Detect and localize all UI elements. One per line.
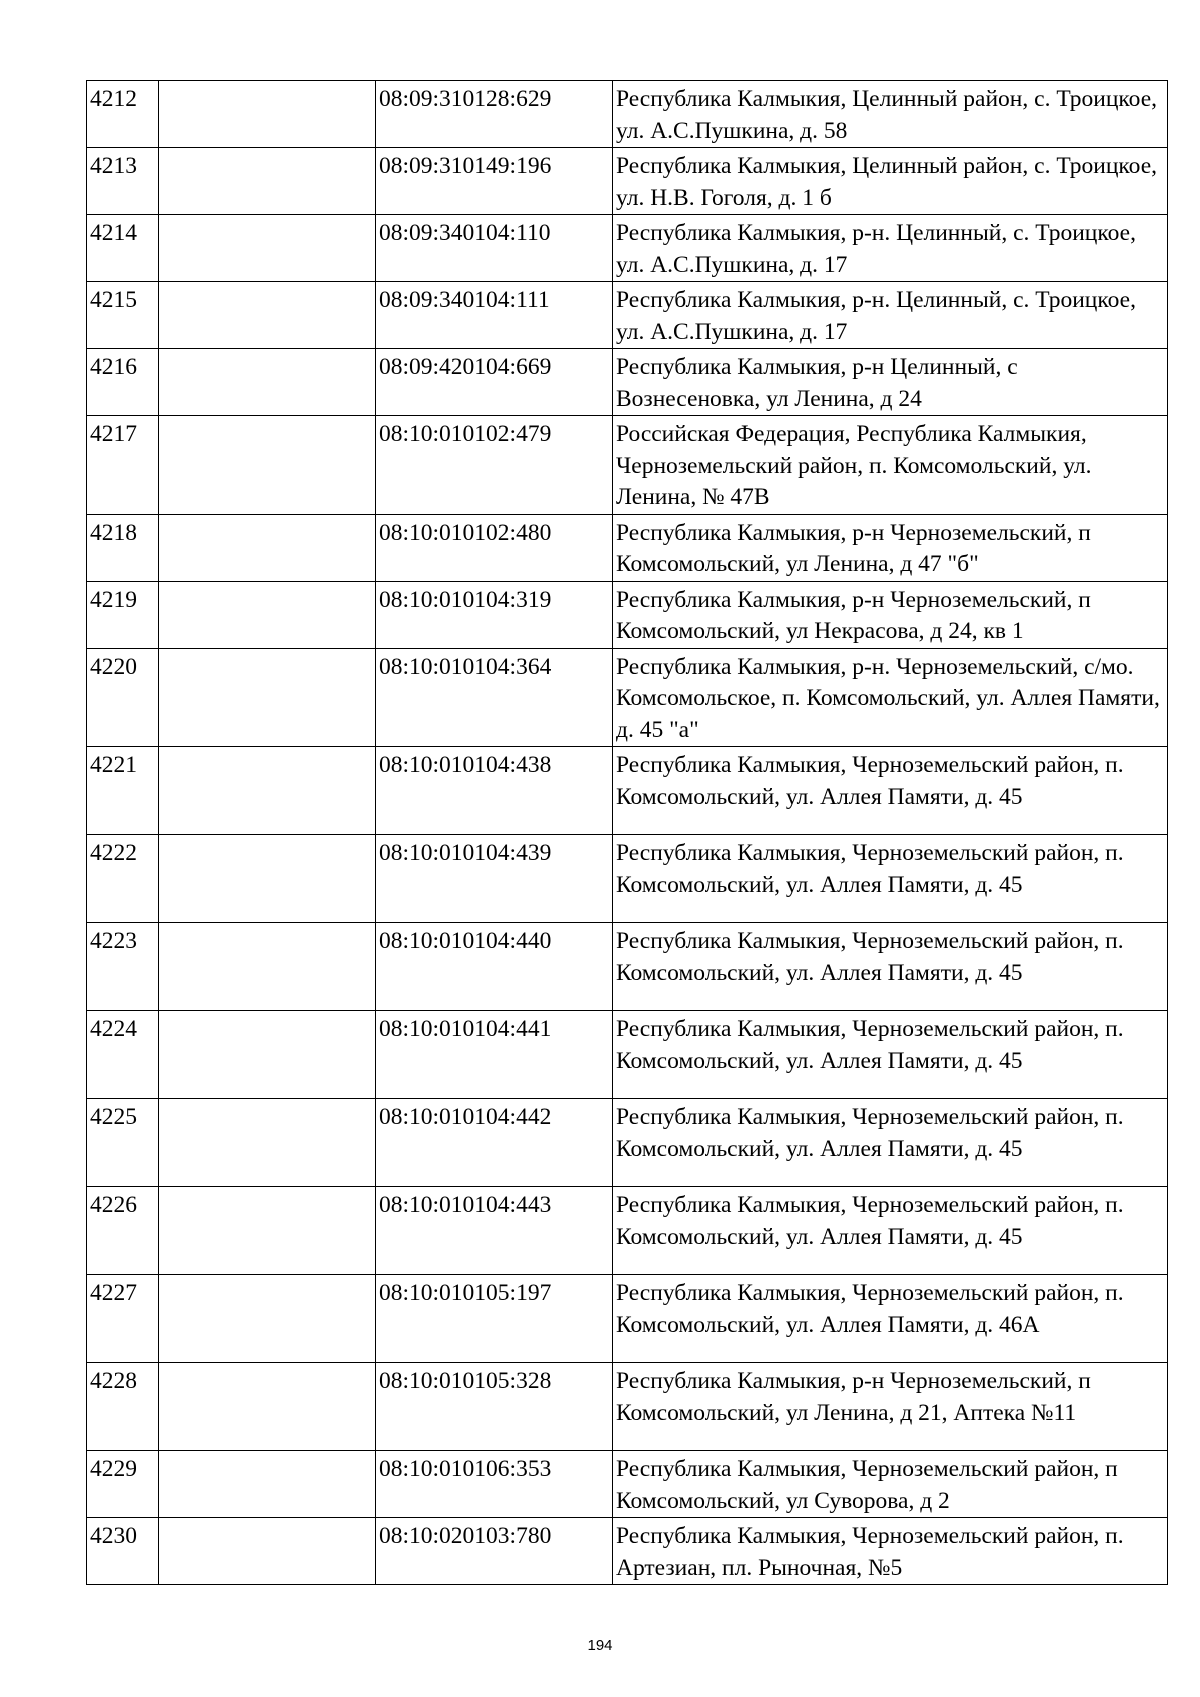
row-number-cell: 4218: [87, 514, 159, 581]
table-row: [87, 747, 1168, 835]
address-cell: Республика Калмыкия, Целинный район, с. Троицкое, ул. А.С.Пушкина, д. 58: [613, 81, 1168, 148]
address-cell: Республика Калмыкия, р-н. Целинный, с. Троицкое, ул. А.С.Пушкина, д. 17: [613, 282, 1168, 349]
row-number-cell: 4219: [87, 581, 159, 648]
row-number-cell: 4221: [87, 747, 159, 835]
address-cell: Республика Калмыкия, Черноземельский район, п. Комсомольский, ул. Аллея Памяти, д. 45: [613, 1011, 1168, 1099]
row-number-cell: 4214: [87, 215, 159, 282]
cadastral-number-cell: 08:10:010104:443: [376, 1187, 613, 1275]
address-cell: Республика Калмыкия, р-н Черноземельский, п Комсомольский, ул Некрасова, д 24, кв 1: [613, 581, 1168, 648]
address-cell: Республика Калмыкия, р-н Черноземельский, п Комсомольский, ул Ленина, д 47 "б": [613, 514, 1168, 581]
row-empty-cell: [159, 1187, 376, 1275]
cadastral-number-cell: 08:09:310149:196: [376, 148, 613, 215]
address-cell: Республика Калмыкия, Целинный район, с. Троицкое, ул. Н.В. Гоголя, д. 1 б: [613, 148, 1168, 215]
cadastral-number-cell: 08:10:010104:319: [376, 581, 613, 648]
row-number-cell: 4223: [87, 923, 159, 1011]
row-empty-cell: [159, 416, 376, 515]
address-cell: Республика Калмыкия, Черноземельский район, п. Комсомольский, ул. Аллея Памяти, д. 46А: [613, 1275, 1168, 1363]
address-cell: Республика Калмыкия, р-н. Черноземельский, с/мо. Комсомольское, п. Комсомольский, ул. Аллея Памяти, д. 45 "а": [613, 648, 1168, 747]
table-row: [87, 282, 1168, 349]
address-cell: Республика Калмыкия, р-н. Целинный, с. Троицкое, ул. А.С.Пушкина, д. 17: [613, 215, 1168, 282]
row-number-cell: 4216: [87, 349, 159, 416]
cadastral-number-cell: 08:10:010104:441: [376, 1011, 613, 1099]
table-body: [87, 81, 1168, 1585]
row-empty-cell: [159, 747, 376, 835]
address-cell: Республика Калмыкия, Черноземельский район, п. Комсомольский, ул. Аллея Памяти, д. 45: [613, 835, 1168, 923]
row-number-cell: 4212: [87, 81, 159, 148]
row-number-cell: 4225: [87, 1099, 159, 1187]
table-row: [87, 923, 1168, 1011]
row-empty-cell: [159, 923, 376, 1011]
address-cell: Республика Калмыкия, р-н Целинный, с Вознесеновка, ул Ленина, д 24: [613, 349, 1168, 416]
table-row: [87, 81, 1168, 148]
address-cell: Республика Калмыкия, Черноземельский район, п. Комсомольский, ул. Аллея Памяти, д. 45: [613, 747, 1168, 835]
cadastral-number-cell: 08:10:010104:440: [376, 923, 613, 1011]
table-row: [87, 648, 1168, 747]
cadastral-number-cell: 08:09:310128:629: [376, 81, 613, 148]
page-number: 194: [587, 1637, 613, 1654]
table-row: [87, 1518, 1168, 1585]
address-cell: Республика Калмыкия, Черноземельский район, п. Комсомольский, ул. Аллея Памяти, д. 45: [613, 1187, 1168, 1275]
address-cell: Республика Калмыкия, Черноземельский район, п Комсомольский, ул Суворова, д 2: [613, 1451, 1168, 1518]
table-row: [87, 1275, 1168, 1363]
row-number-cell: 4215: [87, 282, 159, 349]
row-empty-cell: [159, 81, 376, 148]
row-empty-cell: [159, 835, 376, 923]
table-row: [87, 1451, 1168, 1518]
address-cell: Российская Федерация, Республика Калмыкия, Черноземельский район, п. Комсомольский, ул. Ленина, № 47В: [613, 416, 1168, 515]
row-empty-cell: [159, 514, 376, 581]
table-row: [87, 215, 1168, 282]
address-cell: Республика Калмыкия, Черноземельский район, п. Комсомольский, ул. Аллея Памяти, д. 45: [613, 923, 1168, 1011]
row-number-cell: 4228: [87, 1363, 159, 1451]
row-empty-cell: [159, 1011, 376, 1099]
cadastral-number-cell: 08:10:010104:442: [376, 1099, 613, 1187]
row-number-cell: 4224: [87, 1011, 159, 1099]
cadastral-number-cell: 08:10:010104:364: [376, 648, 613, 747]
row-number-cell: 4226: [87, 1187, 159, 1275]
row-empty-cell: [159, 581, 376, 648]
cadastral-number-cell: 08:09:420104:669: [376, 349, 613, 416]
row-empty-cell: [159, 1099, 376, 1187]
cadastral-number-cell: 08:10:010106:353: [376, 1451, 613, 1518]
table-row: [87, 1099, 1168, 1187]
table-row: [87, 835, 1168, 923]
row-number-cell: 4220: [87, 648, 159, 747]
table-row: [87, 581, 1168, 648]
table-row: [87, 514, 1168, 581]
address-cell: Республика Калмыкия, Черноземельский район, п. Артезиан, пл. Рыночная, №5: [613, 1518, 1168, 1585]
cadastral-number-cell: 08:09:340104:110: [376, 215, 613, 282]
row-number-cell: 4213: [87, 148, 159, 215]
cadastral-number-cell: 08:09:340104:111: [376, 282, 613, 349]
row-number-cell: 4217: [87, 416, 159, 515]
cadastral-number-cell: 08:10:010102:479: [376, 416, 613, 515]
row-empty-cell: [159, 1363, 376, 1451]
cadastral-number-cell: 08:10:010104:438: [376, 747, 613, 835]
cadastral-number-cell: 08:10:010105:197: [376, 1275, 613, 1363]
table-row: [87, 416, 1168, 515]
row-number-cell: 4227: [87, 1275, 159, 1363]
cadastral-number-cell: 08:10:010104:439: [376, 835, 613, 923]
row-empty-cell: [159, 148, 376, 215]
table-row: [87, 349, 1168, 416]
row-number-cell: 4222: [87, 835, 159, 923]
table-row: [87, 148, 1168, 215]
row-number-cell: 4229: [87, 1451, 159, 1518]
address-cell: Республика Калмыкия, р-н Черноземельский, п Комсомольский, ул Ленина, д 21, Аптека №11: [613, 1363, 1168, 1451]
table-row: [87, 1011, 1168, 1099]
table-row: [87, 1363, 1168, 1451]
row-number-cell: 4230: [87, 1518, 159, 1585]
row-empty-cell: [159, 282, 376, 349]
registry-table: [86, 80, 1168, 1585]
row-empty-cell: [159, 215, 376, 282]
cadastral-number-cell: 08:10:010105:328: [376, 1363, 613, 1451]
table-row: [87, 1187, 1168, 1275]
row-empty-cell: [159, 1451, 376, 1518]
cadastral-number-cell: 08:10:010102:480: [376, 514, 613, 581]
row-empty-cell: [159, 1275, 376, 1363]
cadastral-number-cell: 08:10:020103:780: [376, 1518, 613, 1585]
row-empty-cell: [159, 349, 376, 416]
row-empty-cell: [159, 1518, 376, 1585]
address-cell: Республика Калмыкия, Черноземельский район, п. Комсомольский, ул. Аллея Памяти, д. 45: [613, 1099, 1168, 1187]
row-empty-cell: [159, 648, 376, 747]
